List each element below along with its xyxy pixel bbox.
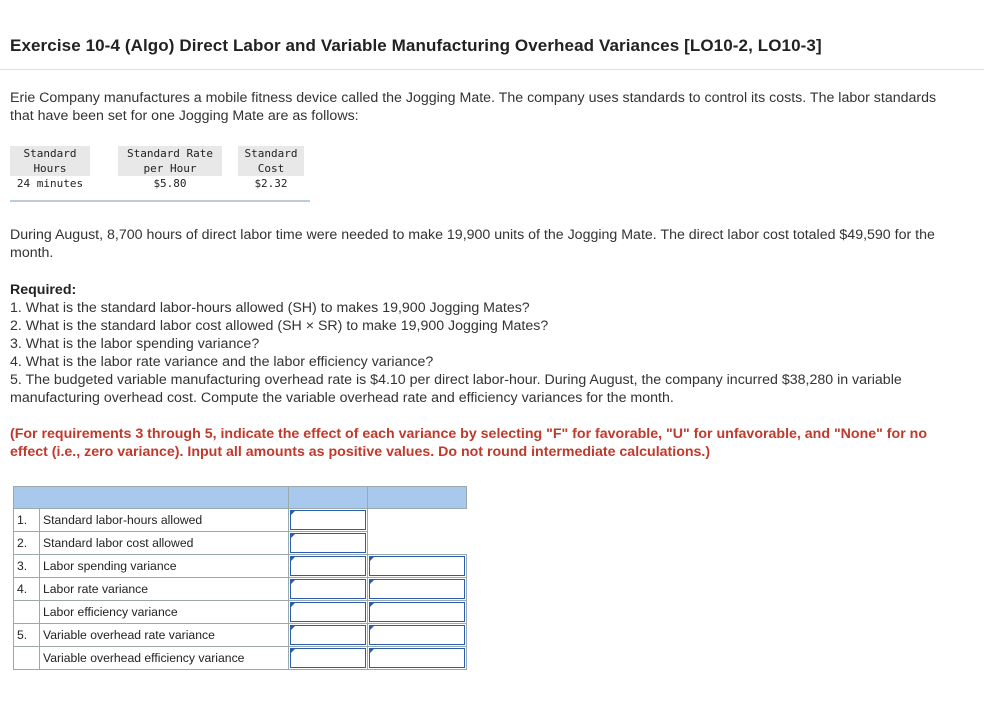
input-marker-icon bbox=[290, 602, 296, 608]
std-hours-header-2: Hours bbox=[10, 161, 90, 176]
instruction-note: (For requirements 3 through 5, indicate the effect of each variance by selecting "F" for favorable, "U" for unfavorable, and "None" for no effect (i.e., zero variance). Input all amounts as positive values. Do not round intermediate calculations.) bbox=[10, 426, 927, 460]
std-hours-col bbox=[10, 146, 90, 191]
amount-input[interactable] bbox=[289, 624, 368, 647]
effect-select[interactable] bbox=[368, 624, 467, 647]
required-item-4: 4. What is the labor rate variance and the labor efficiency variance? bbox=[10, 354, 434, 370]
std-hours-value: 24 minutes bbox=[16, 177, 84, 190]
std-rate-header-1: Standard Rate bbox=[118, 146, 222, 161]
intro-text: Erie Company manufactures a mobile fitness device called the Jogging Mate. The company uses standards to control its costs. The labor standards that have been set for one Jogging Mate are as follows: bbox=[10, 90, 937, 124]
row-number bbox=[14, 601, 40, 624]
answer-row bbox=[14, 624, 467, 647]
row-label: Labor efficiency variance bbox=[40, 601, 289, 624]
answer-row bbox=[14, 578, 467, 601]
row-label: Labor spending variance bbox=[40, 555, 289, 578]
exercise-title: Exercise 10-4 (Algo) Direct Labor and Variable Manufacturing Overhead Variances [LO10-2, LO10-3] bbox=[10, 36, 822, 55]
answer-table bbox=[13, 486, 467, 670]
input-marker-icon bbox=[290, 625, 296, 631]
std-rate-header-2: per Hour bbox=[118, 161, 222, 176]
answer-row bbox=[14, 555, 467, 578]
required-heading: Required: bbox=[10, 282, 77, 298]
amount-input[interactable] bbox=[289, 647, 368, 670]
input-marker-icon bbox=[290, 533, 296, 539]
effect-select[interactable] bbox=[368, 601, 467, 624]
answer-row bbox=[14, 532, 467, 555]
row-number: 5. bbox=[14, 624, 40, 647]
required-item-3: 3. What is the labor spending variance? bbox=[10, 336, 260, 352]
standards-underline bbox=[10, 200, 310, 202]
std-cost-header-1: Standard bbox=[238, 146, 304, 161]
std-cost-col bbox=[238, 146, 304, 191]
amount-input[interactable] bbox=[289, 555, 368, 578]
std-cost-value: $2.32 bbox=[254, 177, 288, 190]
effect-select[interactable] bbox=[368, 647, 467, 670]
row-number: 4. bbox=[14, 578, 40, 601]
row-label: Labor rate variance bbox=[40, 578, 289, 601]
required-item-5: 5. The budgeted variable manufacturing overhead rate is $4.10 per direct labor-hour. During August, the company incurred $38,280 in variable manufacturing overhead cost. Compute the variable overhead rate and efficiency variances for the month. bbox=[10, 372, 902, 406]
amount-input[interactable] bbox=[289, 509, 368, 532]
labor-standards-table bbox=[10, 142, 310, 204]
answer-row bbox=[14, 647, 467, 670]
effect-select[interactable] bbox=[368, 578, 467, 601]
input-marker-icon bbox=[290, 648, 296, 654]
effect-select[interactable] bbox=[368, 555, 467, 578]
row-label: Variable overhead efficiency variance bbox=[40, 647, 289, 670]
row-label: Variable overhead rate variance bbox=[40, 624, 289, 647]
answer-row bbox=[14, 601, 467, 624]
answer-row bbox=[14, 509, 467, 532]
row-number: 1. bbox=[14, 509, 40, 532]
input-marker-icon bbox=[290, 556, 296, 562]
input-marker-icon bbox=[290, 579, 296, 585]
amount-input[interactable] bbox=[289, 601, 368, 624]
row-label: Standard labor cost allowed bbox=[40, 532, 289, 555]
select-marker-icon bbox=[369, 648, 375, 654]
required-item-2: 2. What is the standard labor cost allowed (SH × SR) to make 19,900 Jogging Mates? bbox=[10, 318, 549, 334]
std-cost-header-2: Cost bbox=[238, 161, 304, 176]
requirements bbox=[10, 281, 970, 407]
std-rate-col bbox=[118, 146, 222, 191]
std-rate-value: $5.80 bbox=[153, 177, 187, 190]
required-item-1: 1. What is the standard labor-hours allowed (SH) to makes 19,900 Jogging Mates? bbox=[10, 300, 530, 316]
august-text: During August, 8,700 hours of direct labor time were needed to make 19,900 units of the Jogging Mate. The direct labor cost totaled $49,590 for the month. bbox=[10, 227, 935, 261]
title-divider bbox=[0, 69, 984, 70]
answer-table-header bbox=[14, 487, 467, 509]
select-marker-icon bbox=[369, 625, 375, 631]
row-number: 2. bbox=[14, 532, 40, 555]
input-marker-icon bbox=[290, 510, 296, 516]
row-label: Standard labor-hours allowed bbox=[40, 509, 289, 532]
amount-input[interactable] bbox=[289, 578, 368, 601]
select-marker-icon bbox=[369, 602, 375, 608]
row-number: 3. bbox=[14, 555, 40, 578]
amount-input[interactable] bbox=[289, 532, 368, 555]
row-number bbox=[14, 647, 40, 670]
select-marker-icon bbox=[369, 556, 375, 562]
std-hours-header-1: Standard bbox=[10, 146, 90, 161]
select-marker-icon bbox=[369, 579, 375, 585]
